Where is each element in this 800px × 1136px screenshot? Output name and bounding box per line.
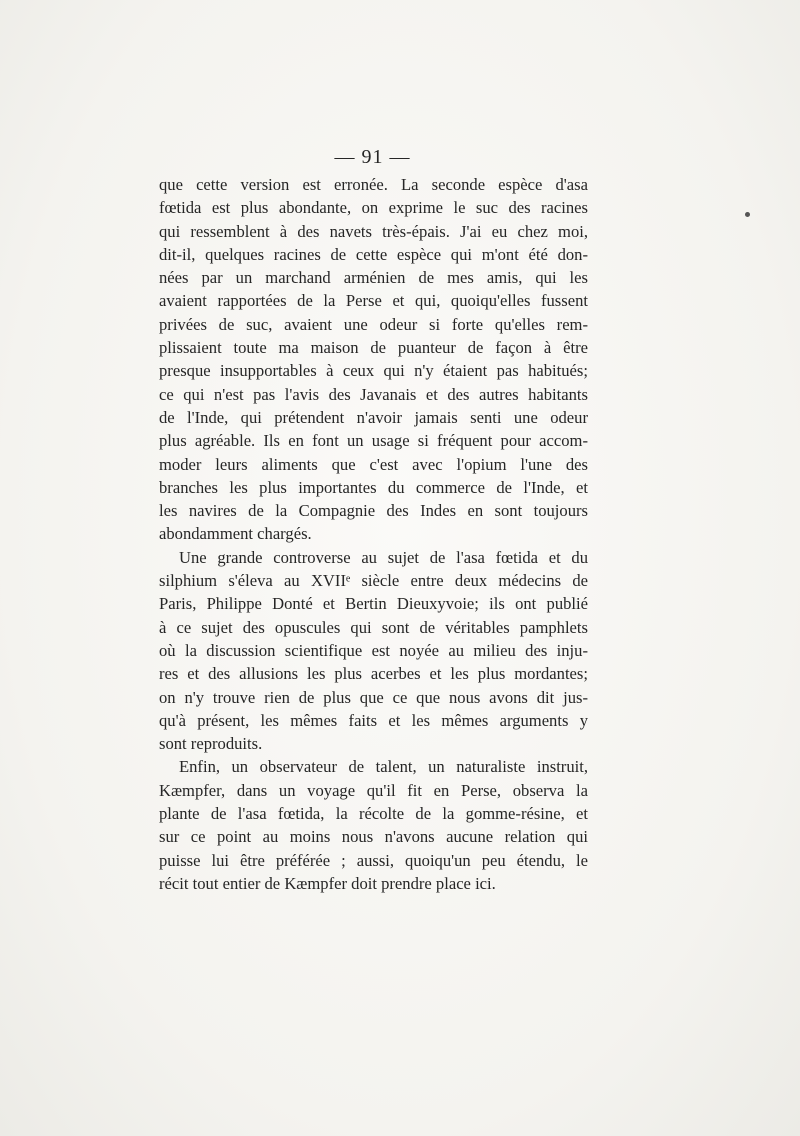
text-line: fœtida est plus abondante, on exprime le suc des racines bbox=[159, 198, 588, 218]
text-line: branches les plus importantes du commerce de l'Inde, et bbox=[159, 477, 588, 497]
text-line: récit tout entier de Kæmpfer doit prendre place ici. bbox=[159, 873, 496, 893]
text-line: où la discussion scientifique est noyée au milieu des inju- bbox=[159, 640, 588, 660]
text-line: Une grande controverse au sujet de l'asa fœtida et du bbox=[179, 547, 588, 567]
text-line: plus agréable. Ils en font un usage si fréquent pour accom- bbox=[159, 431, 588, 451]
text-line: presque insupportables à ceux qui n'y étaient pas habitués; bbox=[159, 361, 588, 381]
body-text bbox=[159, 173, 588, 895]
text-line: on n'y trouve rien de plus que ce que nous avons dit jus- bbox=[159, 687, 588, 707]
text-line: sont reproduits. bbox=[159, 734, 263, 754]
text-line: que cette version est erronée. La seconde espèce d'asa bbox=[159, 175, 588, 194]
text-line: ce qui n'est pas l'avis des Javanais et des autres habitants bbox=[159, 384, 588, 404]
paragraph bbox=[159, 755, 588, 895]
page-number: — 91 — bbox=[334, 146, 411, 168]
text-line: de l'Inde, qui prétendent n'avoir jamais senti une odeur bbox=[159, 407, 588, 427]
text-line: res et des allusions les plus acerbes et les plus mordantes; bbox=[159, 664, 588, 684]
text-line: plissaient toute ma maison de puanteur de façon à être bbox=[159, 338, 588, 358]
text-line: les navires de la Compagnie des Indes en sont toujours bbox=[159, 501, 588, 521]
text-line: moder leurs aliments que c'est avec l'opium l'une des bbox=[159, 454, 588, 474]
text-line: qu'à présent, les mêmes faits et les mêmes arguments y bbox=[159, 710, 588, 730]
text-line: privées de suc, avaient une odeur si forte qu'elles rem- bbox=[159, 314, 588, 334]
text-line: plante de l'asa fœtida, la récolte de la gomme-résine, et bbox=[159, 804, 588, 824]
text-line: abondamment chargés. bbox=[159, 524, 312, 544]
text-line: qui ressemblent à des navets très-épais. J'ai eu chez moi, bbox=[159, 221, 588, 241]
text-line: sur ce point au moins nous n'avons aucune relation qui bbox=[159, 827, 588, 847]
text-line: puisse lui être préférée ; aussi, quoiqu'un peu étendu, le bbox=[159, 850, 588, 870]
paragraph bbox=[159, 173, 588, 546]
text-line: silphium s'éleva au XVIIᵉ siècle entre deux médecins de bbox=[159, 571, 588, 591]
text-line: à ce sujet des opuscules qui sont de véritables pamphlets bbox=[159, 617, 588, 637]
text-line: dit-il, quelques racines de cette espèce qui m'ont été don- bbox=[159, 244, 588, 264]
paragraph bbox=[159, 546, 588, 756]
text-line: Enfin, un observateur de talent, un naturaliste instruit, bbox=[179, 757, 588, 777]
paper-speck bbox=[745, 212, 750, 217]
text-line: nées par un marchand arménien de mes amis, qui les bbox=[159, 268, 588, 288]
text-line: Kæmpfer, dans un voyage qu'il fit en Perse, observa la bbox=[159, 780, 588, 800]
text-line: avaient rapportées de la Perse et qui, quoiqu'elles fussent bbox=[159, 291, 588, 311]
text-line: Paris, Philippe Donté et Bertin Dieuxyvoie; ils ont publié bbox=[159, 594, 588, 614]
